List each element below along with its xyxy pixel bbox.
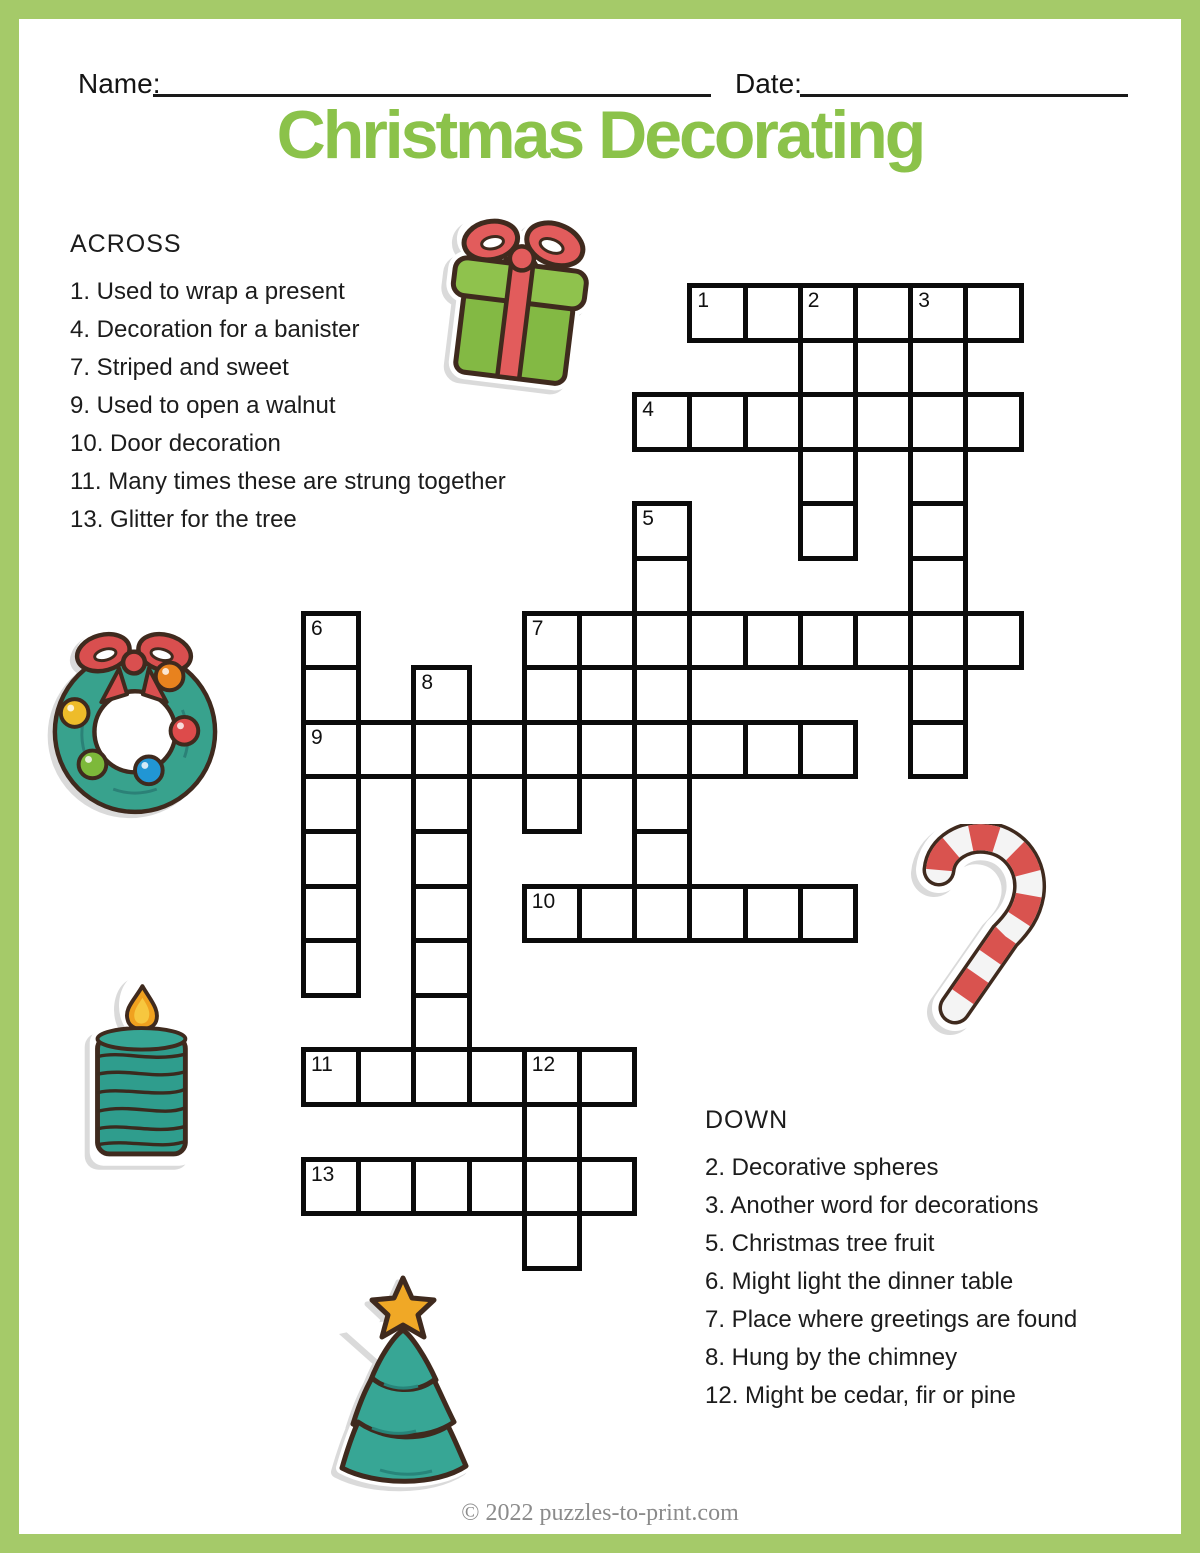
grid-cell[interactable] — [908, 611, 968, 671]
grid-cell[interactable] — [301, 829, 361, 889]
grid-cell[interactable] — [632, 556, 692, 616]
grid-cell[interactable] — [853, 283, 913, 343]
cell-number: 2 — [807, 289, 820, 312]
cell-number: 6 — [311, 616, 323, 640]
grid-cell[interactable] — [301, 720, 361, 780]
grid-cell[interactable] — [522, 884, 582, 944]
grid-cell[interactable] — [743, 283, 803, 343]
cell-number: 13 — [311, 1162, 335, 1186]
clue: 10. Door decoration — [70, 430, 281, 457]
grid-cell[interactable] — [743, 720, 803, 780]
grid-cell[interactable] — [798, 611, 858, 671]
grid-cell[interactable] — [356, 1047, 416, 1107]
footer-credit: © 2022 puzzles-to-print.com — [461, 1500, 739, 1526]
grid-cell[interactable] — [522, 774, 582, 834]
name-label: Name: — [78, 68, 161, 99]
grid-cell[interactable] — [853, 392, 913, 452]
grid-cell[interactable] — [908, 283, 968, 343]
cell-number: 8 — [421, 671, 434, 695]
grid-cell[interactable] — [301, 1047, 361, 1107]
grid-cell[interactable] — [467, 1047, 527, 1107]
grid-cell[interactable] — [411, 938, 471, 998]
grid-cell[interactable] — [301, 884, 361, 944]
clue: 13. Glitter for the tree — [70, 506, 297, 533]
clue: 9. Used to open a walnut — [70, 392, 336, 419]
grid-cell[interactable] — [632, 774, 692, 834]
cell-number: 4 — [642, 398, 654, 422]
grid-cell[interactable] — [632, 501, 692, 561]
clue: 2. Decorative spheres — [705, 1154, 939, 1181]
grid-cell[interactable] — [908, 338, 968, 398]
grid-cell[interactable] — [522, 665, 582, 725]
grid-cell[interactable] — [632, 611, 692, 671]
grid-cell[interactable] — [853, 611, 913, 671]
grid-cell[interactable] — [356, 1157, 416, 1217]
cell-number: 11 — [311, 1053, 333, 1077]
grid-cell[interactable] — [687, 392, 747, 452]
grid-cell[interactable] — [908, 556, 968, 616]
grid-cell[interactable] — [632, 665, 692, 725]
clue: 11. Many times these are strung together — [70, 468, 506, 495]
cell-number: 10 — [531, 889, 556, 913]
grid-cell[interactable] — [908, 501, 968, 561]
grid-cell[interactable] — [411, 829, 471, 889]
grid-cell[interactable] — [798, 447, 858, 507]
cell-number: 7 — [531, 616, 544, 640]
grid-cell[interactable] — [577, 720, 637, 780]
candle-icon — [78, 970, 200, 1175]
page-title: Christmas Decorating — [276, 97, 924, 173]
grid-cell[interactable] — [301, 774, 361, 834]
grid-cell[interactable] — [743, 611, 803, 671]
cell-number: 3 — [918, 289, 930, 312]
grid-cell[interactable] — [908, 392, 968, 452]
clue: 3. Another word for decorations — [705, 1192, 1039, 1219]
grid-cell[interactable] — [522, 1211, 582, 1271]
clue: 6. Might light the dinner table — [705, 1268, 1014, 1295]
grid-cell[interactable] — [411, 665, 471, 725]
grid-cell[interactable] — [301, 665, 361, 725]
grid-cell[interactable] — [301, 611, 361, 671]
candy-cane-icon — [893, 824, 1058, 1031]
grid-cell[interactable] — [908, 447, 968, 507]
grid-cell[interactable] — [687, 283, 747, 343]
grid-cell[interactable] — [301, 938, 361, 998]
grid-cell[interactable] — [798, 392, 858, 452]
grid-cell[interactable] — [687, 611, 747, 671]
grid-cell[interactable] — [467, 1157, 527, 1217]
grid-cell[interactable] — [798, 338, 858, 398]
grid-cell[interactable] — [522, 1102, 582, 1162]
grid-cell[interactable] — [798, 501, 858, 561]
grid-cell[interactable] — [411, 1157, 471, 1217]
grid-cell[interactable] — [632, 829, 692, 889]
clue: 7. Place where greetings are found — [705, 1306, 1078, 1333]
grid-cell[interactable] — [743, 392, 803, 452]
grid-cell[interactable] — [522, 611, 582, 671]
clue: 8. Hung by the chimney — [705, 1344, 958, 1371]
grid-cell[interactable] — [908, 665, 968, 725]
clue: 7. Striped and sweet — [70, 354, 289, 381]
grid-cell[interactable] — [632, 884, 692, 944]
clue: 1. Used to wrap a present — [70, 278, 345, 305]
wreath-icon — [44, 610, 222, 815]
grid-cell[interactable] — [577, 884, 637, 944]
cell-number: 12 — [531, 1053, 556, 1077]
grid-cell[interactable] — [963, 611, 1023, 671]
grid-cell[interactable] — [577, 1157, 637, 1217]
grid-cell[interactable] — [963, 283, 1023, 343]
grid-cell[interactable] — [301, 1157, 361, 1217]
gift-icon — [424, 198, 609, 398]
grid-cell[interactable] — [411, 993, 471, 1053]
cell-number: 1 — [697, 289, 710, 312]
grid-cell[interactable] — [467, 720, 527, 780]
clue: 12. Might be cedar, fir or pine — [705, 1382, 1016, 1409]
grid-cell[interactable] — [632, 392, 692, 452]
clue: 5. Christmas tree fruit — [705, 1230, 935, 1257]
cell-number: 9 — [311, 725, 323, 749]
grid-cell[interactable] — [522, 1157, 582, 1217]
grid-cell[interactable] — [522, 1047, 582, 1107]
grid-cell[interactable] — [798, 884, 858, 944]
grid-cell[interactable] — [798, 283, 858, 343]
grid-cell[interactable] — [798, 720, 858, 780]
date-label: Date: — [735, 68, 802, 99]
grid-cell[interactable] — [963, 392, 1023, 452]
grid-cell[interactable] — [411, 720, 471, 780]
grid-cell[interactable] — [411, 1047, 471, 1107]
grid-cell[interactable] — [908, 720, 968, 780]
tree-icon — [324, 1270, 491, 1507]
across-heading: ACROSS — [70, 230, 182, 258]
clue: 4. Decoration for a banister — [70, 316, 360, 343]
grid-cell[interactable] — [522, 720, 582, 780]
grid-cell[interactable] — [411, 774, 471, 834]
grid-cell[interactable] — [743, 884, 803, 944]
grid-cell[interactable] — [687, 884, 747, 944]
grid-cell[interactable] — [687, 720, 747, 780]
crossword-grid — [301, 283, 1025, 1272]
grid-cell[interactable] — [632, 720, 692, 780]
grid-cell[interactable] — [577, 1047, 637, 1107]
grid-cell[interactable] — [577, 611, 637, 671]
grid-cell[interactable] — [411, 884, 471, 944]
grid-cell[interactable] — [356, 720, 416, 780]
cell-number: 5 — [642, 507, 654, 531]
down-heading: DOWN — [705, 1106, 789, 1134]
